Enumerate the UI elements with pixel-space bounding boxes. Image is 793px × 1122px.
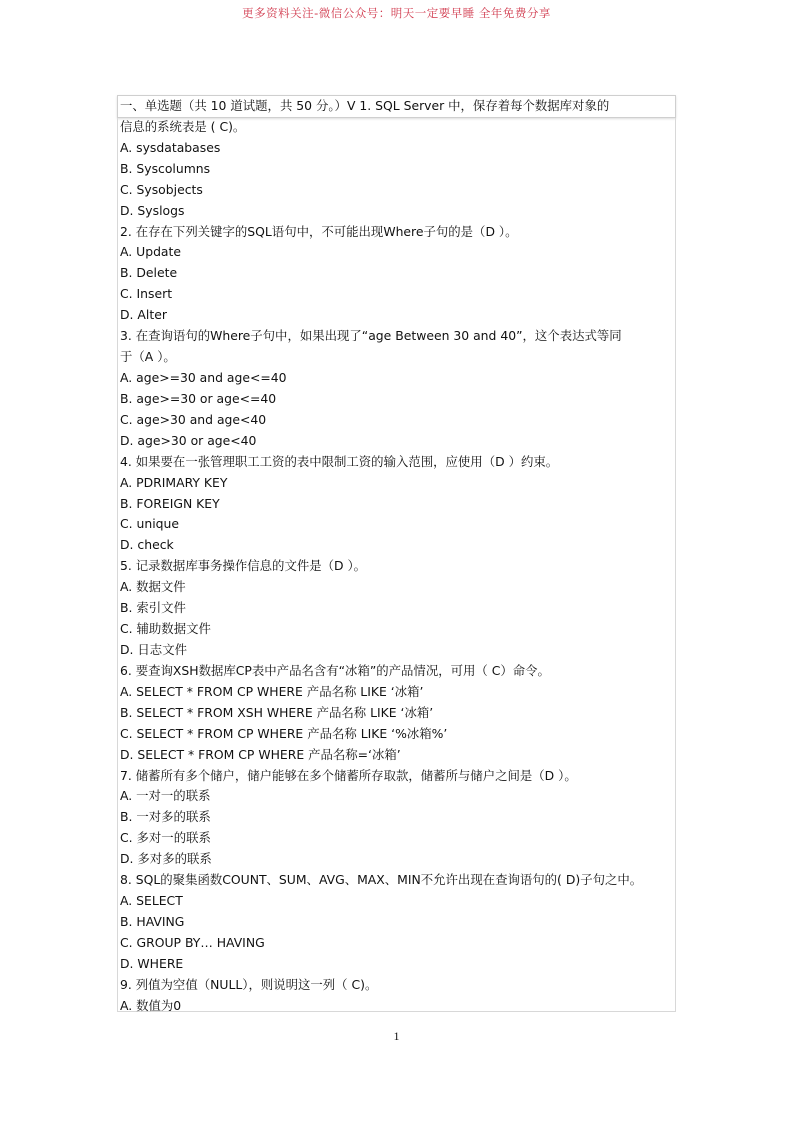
answer-option: D. WHERE [120,955,184,971]
answer-option: B. age>=30 or age<=40 [120,390,277,406]
answer-option: A. sysdatabases [120,139,221,155]
answer-option: A. SELECT [120,893,183,909]
answer-option: B. HAVING [120,913,185,929]
answer-option: D. check [120,537,174,553]
answer-option: B. 索引文件 [120,600,186,616]
answer-option: A. 数值为0 [120,997,182,1013]
answer-option: D. SELECT * FROM CP WHERE 产品名称=‘冰箱’ [120,746,401,762]
answer-option: D. age>30 or age<40 [120,432,257,448]
answer-option: B. Delete [120,265,178,281]
answer-option: B. SELECT * FROM XSH WHERE 产品名称 LIKE ‘冰箱’ [120,704,434,720]
question-text: 2. 在存在下列关键字的SQL语句中，不可能出现Where子句的是（D ）。 [120,223,518,239]
answer-option: C. unique [120,516,180,532]
answer-option: D. 日志文件 [120,641,187,657]
answer-option: A. Update [120,244,182,260]
answer-option: D. Syslogs [120,202,185,218]
question-text-continued: 信息的系统表是 ( C)。 [120,118,246,134]
answer-option: C. SELECT * FROM CP WHERE 产品名称 LIKE ‘%冰箱%’ [120,725,448,741]
answer-option: A. 数据文件 [120,579,186,595]
question-text: 3. 在查询语句的Where子句中，如果出现了“age Between 30 and 40”，这个表达式等同 [120,328,622,344]
answer-option: C. Insert [120,286,173,302]
answer-option: C. 辅助数据文件 [120,621,211,637]
answer-option: A. 一对一的联系 [120,788,211,804]
answer-option: A. PDRIMARY KEY [120,474,228,490]
question-text: 7. 储蓄所有多个储户，储户能够在多个储蓄所存取款，储蓄所与储户之间是（D ）。 [120,767,577,783]
answer-option: A. age>=30 and age<=40 [120,369,287,385]
question-list [120,96,675,1017]
question-text: 5. 记录数据库事务操作信息的文件是（D ）。 [120,558,367,574]
watermark-banner: 更多资料关注-微信公众号：明天一定要早睡 全年免费分享 [242,6,551,20]
question-text: 6. 要查询XSH数据库CP表中产品名含有“冰箱”的产品情况，可用（ C）命令。 [120,662,550,678]
question-text: 一、单选题（共 10 道试题，共 50 分。）V 1. SQL Server 中，保存着每个数据库对象的 [120,98,610,113]
question-text: 4. 如果要在一张管理职工工资的表中限制工资的输入范围，应使用（D ）约束。 [120,453,559,469]
answer-option: C. 多对一的联系 [120,830,211,846]
answer-option: B. Syscolumns [120,160,211,176]
answer-option: D. 多对多的联系 [120,851,212,867]
answer-option: C. GROUP BY… HAVING [120,934,265,950]
question-text-continued: 于（A ）。 [120,349,176,365]
answer-option: A. SELECT * FROM CP WHERE 产品名称 LIKE ‘冰箱’ [120,683,424,699]
answer-option: C. age>30 and age<40 [120,411,267,427]
answer-option: B. FOREIGN KEY [120,495,220,511]
question-text: 9. 列值为空值（NULL），则说明这一列（ C)。 [120,976,378,992]
answer-option: C. Sysobjects [120,181,203,197]
page-number: 1 [393,1029,400,1043]
answer-option: B. 一对多的联系 [120,809,211,825]
answer-option: D. Alter [120,307,167,323]
question-text: 8. SQL的聚集函数COUNT、SUM、AVG、MAX、MIN不允许出现在查询语句的( D)子句之中。 [120,872,643,888]
